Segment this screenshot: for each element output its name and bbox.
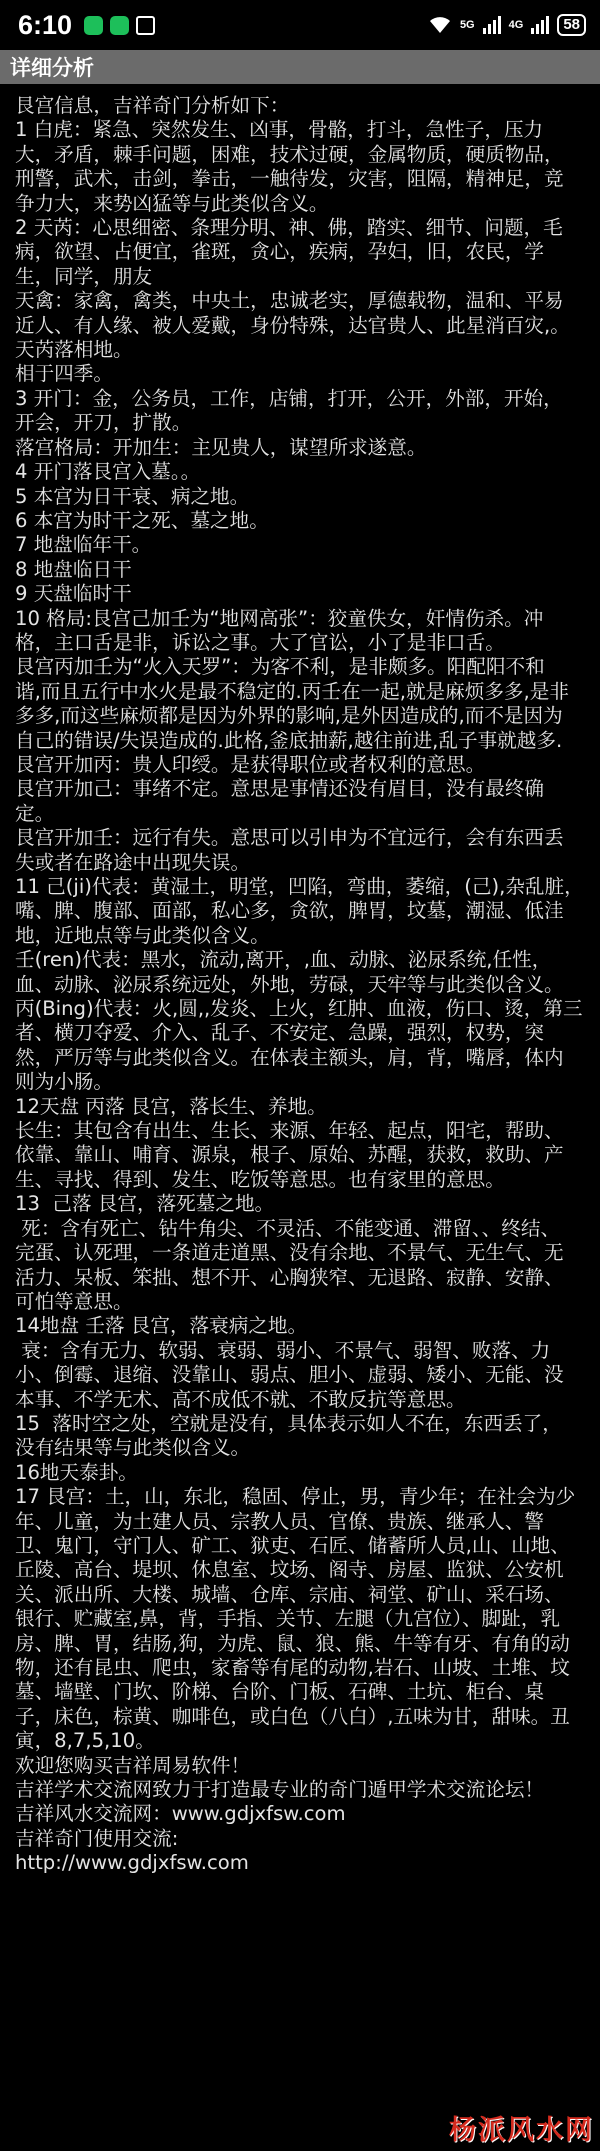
analysis-line: 病，欲望、占便宜，雀斑，贪心，疾病，孕妇，旧，农民，学	[15, 240, 545, 264]
status-time: 6:10	[18, 9, 73, 40]
analysis-line: 地，近地点等与此类似含义。	[15, 923, 270, 947]
analysis-line: 11 己(ji)代表：黄湿土，明堂，凹陷，弯曲，萎缩，(己),杂乱脏，	[15, 875, 584, 898]
analysis-line: 吉祥奇门使用交流:	[15, 1826, 179, 1850]
analysis-line: 关、派出所、大楼、城墙、仓库、宗庙、祠堂、矿山、采石场、	[15, 1582, 564, 1606]
analysis-line: 嘴、脾、腹部、面部，私心多，贪欲，脾胃，坟墓，潮湿、低洼	[15, 899, 564, 923]
wifi-icon	[428, 15, 452, 35]
analysis-line: 9 天盘临时干	[15, 582, 132, 606]
analysis-line: 天芮落相地。	[15, 338, 133, 362]
analysis-line: 落宫格局：开加生：主见贵人，谋望所求遂意。	[15, 435, 427, 459]
analysis-line: 格，主口舌是非，诉讼之事。大了官讼，小了是非口舌。	[15, 630, 505, 654]
analysis-line: 者、横刀夺爱、介入、乱子、不安定、急躁，强烈，权势，突	[15, 1021, 545, 1045]
analysis-line: 卫、鬼门，守门人、矿工、狱吏、石匠、储蓄所人员,山、山地、	[15, 1533, 570, 1557]
analysis-line: 争力大，来势凶猛等与此类似含义。	[15, 191, 329, 215]
analysis-line: 天禽：家禽，禽类，中央土，忠诚老实，厚德载物，温和、平易	[15, 289, 564, 313]
analysis-line: 17 艮宫：土，山，东北，稳固、停止，男，青少年；在社会为少	[15, 1485, 576, 1509]
analysis-line: 长生：其包含有出生、生长、来源、年轻、起点，阳宅，帮助、	[15, 1119, 564, 1143]
analysis-line: 活力、呆板、笨拙、想不开、心胸狭窄、无退路、寂静、安静、	[15, 1265, 564, 1289]
analysis-line: 13 己落 艮宫，落死墓之地。	[15, 1192, 275, 1216]
status-indicators	[428, 14, 586, 36]
analysis-line: 自己的错误/失误造成的.此格,釜底抽薪,越往前进,乱子事就越多.	[15, 728, 563, 752]
analysis-line: 5 本宫为日干衰、病之地。	[15, 484, 250, 508]
network-5g-label: 5G	[459, 18, 475, 31]
wechat-icon-2	[110, 16, 129, 35]
title-bar	[0, 50, 600, 84]
analysis-line: 吉祥学术交流网致力于打造最专业的奇门遁甲学术交流论坛！	[15, 1778, 545, 1802]
analysis-line: 壬(ren)代表：黑水，流动,离开，,血、动脉、泌尿系统,任性，	[15, 948, 552, 972]
analysis-line: 银行、贮藏室,鼻，背，手指、关节、左腿（九宫位）、脚趾，乳	[15, 1607, 561, 1631]
analysis-line: 物，还有昆虫、爬虫，家畜等有尾的动物,岩石、山坡、土堆、坟	[15, 1656, 570, 1679]
analysis-line: 艮宫开加己：事绪不定。意思是事情还没有眉目，没有最终确	[15, 777, 545, 801]
analysis-line: 6 本宫为时干之死、墓之地。	[15, 508, 269, 532]
analysis-line: 相于四季。	[15, 362, 113, 386]
analysis-line: 艮宫丙加壬为“火入天罗”：为客不利，是非颇多。阳配阳不和	[15, 655, 545, 679]
analysis-line: 艮宫开加壬：远行有失。意思可以引申为不宜远行，会有东西丢	[15, 826, 564, 850]
analysis-line: 10 格局:艮宫己加壬为“地网高张”：狡童佚女，奸情伤杀。冲	[15, 606, 544, 630]
analysis-line: 艮宫开加丙：贵人印绶。是获得职位或者权利的意思。	[15, 752, 486, 776]
analysis-line: 近人、有人缘、被人爱戴，身份特殊，达官贵人、此星消百灾,。	[15, 313, 570, 337]
analysis-line: 丘陵、高台、堤坝、休息室、坟场、阁寺、房屋、监狱、公安机	[15, 1558, 564, 1582]
analysis-line: 16地天泰卦。	[15, 1460, 138, 1484]
analysis-line: 房、脾、胃，结肠,狗，为虎、鼠、狼、熊、牛等有牙、有角的动	[15, 1631, 570, 1655]
analysis-line: 谐,而且五行中水火是最不稳定的.丙壬在一起,就是麻烦多多,是非	[15, 679, 569, 703]
analysis-line: 8 地盘临日干	[15, 557, 132, 581]
analysis-content[interactable]	[0, 84, 600, 1876]
analysis-line: 刑警，武术，击剑，拳击，一触待发，灾害，阻隔，精神足，竞	[15, 167, 564, 191]
page-title: 详细分析	[10, 56, 94, 80]
analysis-line: 14地盘 壬落 艮宫，落衰病之地。	[15, 1314, 308, 1338]
signal-4g-icon	[531, 16, 549, 34]
analysis-line: 死：含有死亡、钻牛角尖、不灵活、不能变通、滞留、、终结、	[15, 1216, 561, 1240]
analysis-line: 小、倒霉、退缩、没靠山、弱点、胆小、虚弱、矮小、无能、没	[15, 1363, 564, 1387]
analysis-line: 生、寻找、得到、发生、吃饭等意思。也有家里的意思。	[15, 1167, 505, 1191]
analysis-line: 生，同学，朋友	[15, 264, 153, 288]
analysis-line: 艮宫信息，吉祥奇门分析如下：	[15, 94, 290, 117]
analysis-line: 大，矛盾，棘手问题，困难，技术过硬，金属物质，硬质物品，	[15, 142, 564, 166]
analysis-line: 7 地盘临年干。	[15, 533, 152, 557]
wechat-icon	[84, 16, 103, 35]
analysis-line: 吉祥风水交流网：www.gdjxfsw.com	[15, 1802, 346, 1826]
analysis-line: 年、儿童，为土建人员、宗教人员、官僚、贵族、继承人、警	[15, 1509, 545, 1533]
analysis-line: 可怕等意思。	[15, 1289, 133, 1313]
analysis-line: http://www.gdjxfsw.com	[15, 1851, 249, 1875]
analysis-line: 依靠、靠山、哺育、源泉，根子、原始、苏醒，获救，救助、产	[15, 1143, 564, 1167]
nfc-icon	[136, 16, 155, 35]
analysis-line: 欢迎您购买吉祥周易软件！	[15, 1753, 251, 1777]
analysis-line: 衰：含有无力、软弱、衰弱、弱小、不景气、弱智、败落、力	[15, 1338, 551, 1362]
analysis-line: 1 白虎：紧急、突然发生、凶事，骨骼，打斗，急性子，压力	[15, 118, 544, 142]
analysis-line: 墓、墙壁、门坎、阶梯、台阶、门板、石碑、土坑、柜台、桌	[15, 1680, 545, 1704]
network-4g-label: 4G	[508, 18, 524, 31]
analysis-line: 完蛋、认死理，一条道走道黑、没有余地、不景气、无生气、无	[15, 1241, 564, 1265]
analysis-line: 12天盘 丙落 艮宫，落长生、养地。	[15, 1094, 327, 1118]
watermark-logo: 杨派风水网	[449, 2115, 594, 2146]
battery-icon: 58	[557, 14, 586, 36]
analysis-line: 2 天芮：心思细密、条理分明、神、佛，踏实、细节、问题，毛	[15, 216, 563, 240]
signal-5g-icon	[483, 16, 501, 34]
analysis-line: 失或者在路途中出现失误。	[15, 850, 251, 874]
analysis-line: 本事、不学无术、高不成低不就、不敢反抗等意思。	[15, 1387, 466, 1411]
analysis-line: 15 落时空之处，空就是没有，具体表示如人不在，东西丢了，	[15, 1411, 562, 1435]
analysis-line: 则为小肠。	[15, 1070, 113, 1094]
analysis-line: 没有结果等与此类似含义。	[15, 1436, 251, 1460]
analysis-line: 然，严厉等与此类似含义。在体表主额头，肩，背，嘴唇，体内	[15, 1045, 564, 1069]
analysis-line: 寅，8,7,5,10。	[15, 1729, 155, 1753]
analysis-line: 丙(Bing)代表：火,圆,,发炎、上火，红肿、血液，伤口、烫，第三	[15, 997, 583, 1021]
analysis-line: 子，床色，棕黄、咖啡色，或白色（八白）,五味为甘，甜味。丑	[15, 1704, 570, 1728]
analysis-line: 4 开门落艮宫入墓。。	[15, 460, 201, 484]
status-bar	[0, 0, 600, 50]
analysis-line: 定。	[15, 801, 55, 825]
analysis-line: 血、动脉、泌尿系统远处，外地，劳碌，天牢等与此类似含义。	[15, 972, 564, 996]
analysis-line: 多多,而这些麻烦都是因为外界的影响,是外因造成的,而不是因为	[15, 704, 563, 728]
analysis-line: 3 开门：金，公务员，工作，店铺，打开，公开，外部，开始，	[15, 386, 563, 410]
analysis-line: 开会，开刀，扩散。	[15, 411, 192, 435]
